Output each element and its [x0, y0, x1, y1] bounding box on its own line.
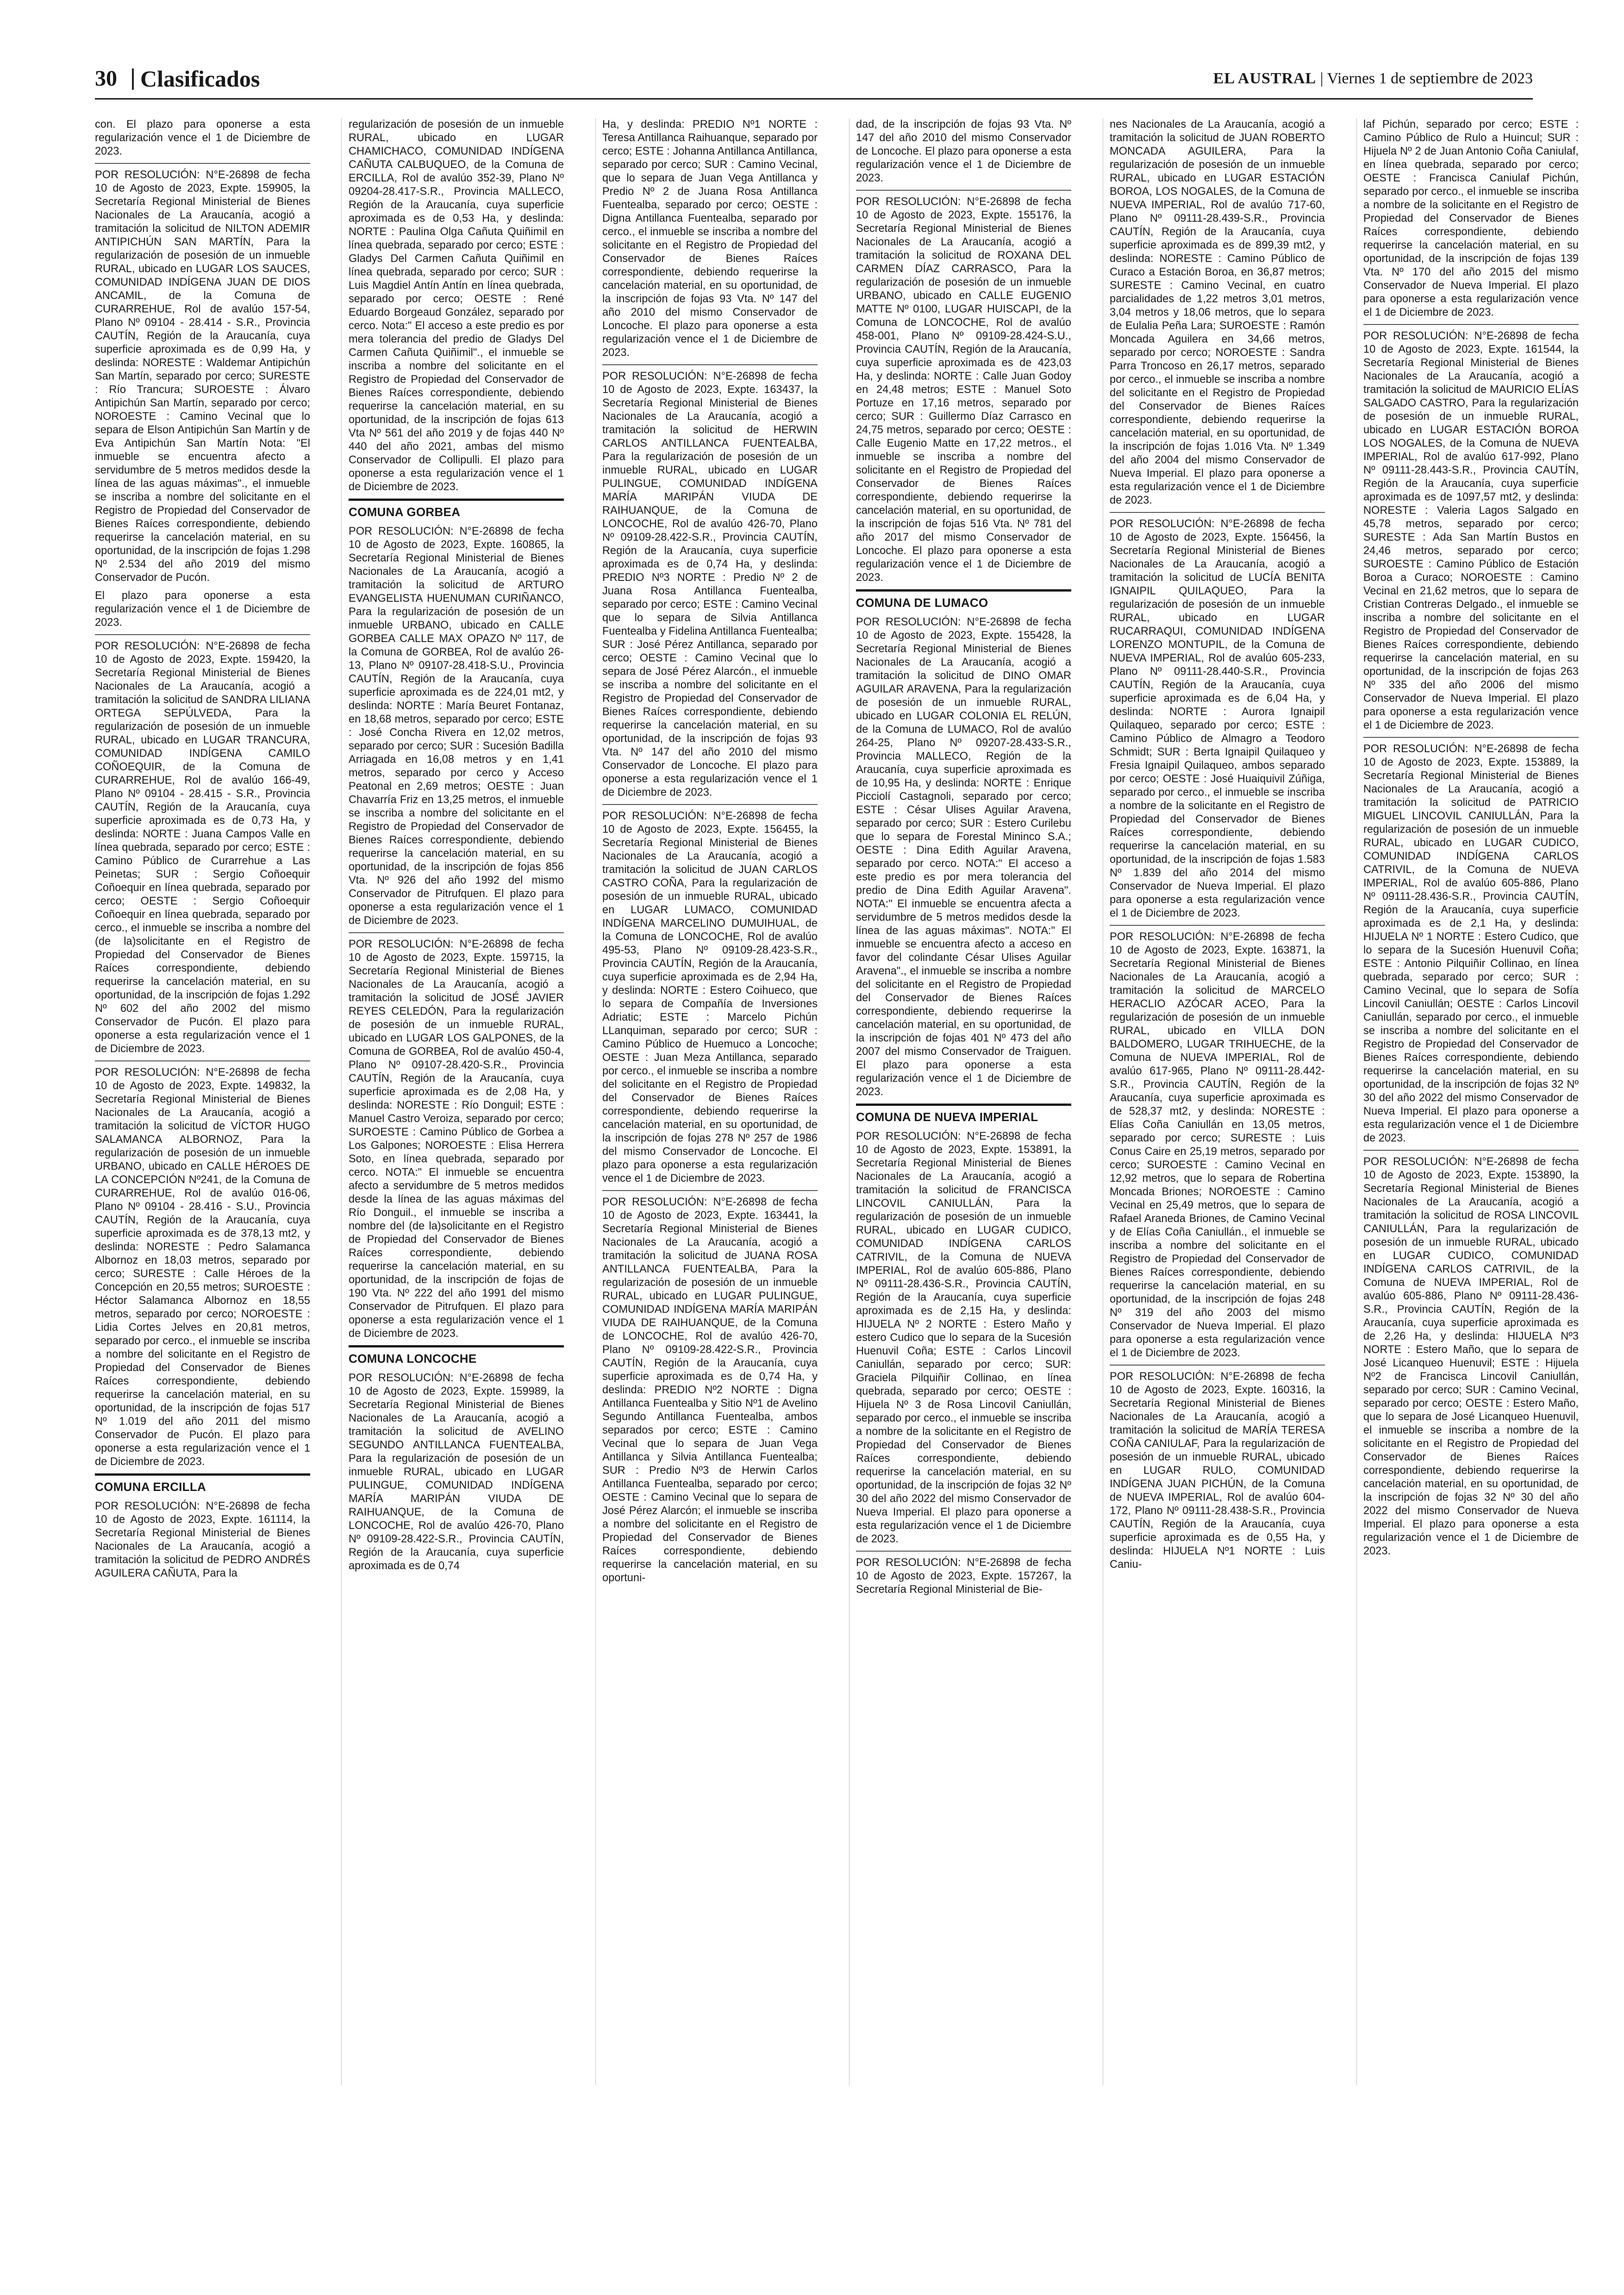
legal-notice: POR RESOLUCIÓN: N°E-26898 de fecha 10 de Agosto de 2023, Expte. 159715, la Secretaría Regional Ministerial de Bienes Nacionales de La Araucanía, acogió a tramitación la solicitud de JOSÉ JAVIER REYES CELEDÓN, Para la regularización de posesión de un inmueble RURAL, ubicado en LUGAR LOS GALPONES, de la Comuna de GORBEA, Rol de avalúo 450-4, Plano Nº 09107-28.420-S.R., Provincia CAUTÍN, Región de la Araucanía, cuya superficie aproximada es de 2,08 Ha, y deslinda: NORESTE : Río Donguil; ESTE : Manuel Castro Veroiza, separado por cerco; SUROESTE : Camino Público de Gorbea a Los Galpones; NOROESTE : Elisa Herrera Soto, en línea quebrada, separado por cerco. NOTA:" El inmueble se encuentra afecto a servidumbre de 5 metros medidos desde la línea de las aguas máximas del Río Donguil., el inmueble se inscriba a nombre del (de la)solicitante en el Registro de Propiedad del Conservador de Bienes Raíces correspondiente, debiendo requerirse la cancelación material, en su oportunidad, de la inscripción de fojas de 190 Vta. Nº 222 del año 1991 del mismo Conservador de Pitrufquen. El plazo para oponerse a esta regularización vence el 1 de Diciembre de 2023.: [349, 938, 564, 1340]
publication-line: EL AUSTRAL | Viernes 1 de septiembre de 2023: [1213, 70, 1533, 87]
comuna-heading: COMUNA DE LUMACO: [856, 589, 1071, 610]
legal-notice: POR RESOLUCIÓN: N°E-26898 de fecha 10 de Agosto de 2023, Expte. 161544, la Secretaría Regional Ministerial de Bienes Nacionales de La Araucanía, acogió a tramitación la solicitud de MAURICIO ELÍAS SALGADO CASTRO, Para la regularización de posesión de un inmueble RURAL, ubicado en LUGAR ESTACIÓN BOROA LOS NOGALES, de la Comuna de NUEVA IMPERIAL, Rol de avalúo 617-992, Plano Nº 09111-28.443-S.R., Provincia CAUTÍN, Región de la Araucanía, cuya superficie aproximada es de 1097,57 mt2, y deslinda: NORESTE : Valeria Lagos Salgado en 45,78 metros, separado por cerco; SURESTE : Ada San Martín Bustos en 24,46 metros, separado por cerco; SUROESTE : Camino Público de Estación Boroa a Curaco; NOROESTE : Camino Vecinal en 21,62 metros, que lo separa de Cristian Contreras Delgado., el inmueble se inscriba a nombre del solicitante en el Registro de Propiedad del Conservador de Bienes Raíces correspondiente, debiendo requerirse la cancelación material, en su oportunidad, de la inscripción de fojas 263 Nº 335 del año 2006 del mismo Conservador de Nueva Imperial. El plazo para oponerse a esta regularización vence el 1 de Diciembre de 2023.: [1363, 330, 1579, 731]
legal-notice: regularización de posesión de un inmueble RURAL, ubicado en LUGAR CHAMICHACO, COMUNIDAD INDÍGENA CAÑUTA CALBUQUEO, de la Comuna de ERCILLA, Rol de avalúo 352-39, Plano Nº 09204-28.417-S.R., Provincia MALLECO, Región de la Araucanía, cuya superficie aproximada es de 0,53 Ha, y deslinda: NORTE : Paulina Olga Cañuta Quiñimil en línea quebrada, separado por cerco; ESTE : Gladys Del Carmen Cañuta Quiñimil en línea quebrada, separado por cerco; SUR : Luis Magdiel Antín Antín en línea quebrada, separado por cerco; OESTE : René Eduardo Borgeaud González, separado por cerco. Nota:" El acceso a este predio es por mera tolerancia del predio de Gladys Del Carmen Cañuta Quiñimil"., el inmueble se inscriba a nombre del solicitante en el Registro de Propiedad del Conservador de Bienes Raíces correspondiente, debiendo requerirse la cancelación material, en su oportunidad, de la inscripción de fojas 613 Vta Nº 561 del año 2019 y de fojas 440 Nº 440 del año 2021, ambas del mismo Conservador de Collipulli. El plazo para oponerse a esta regularización vence el 1 de Diciembre de 2023.: [349, 118, 564, 493]
column-6: [1363, 118, 1579, 2085]
legal-notice: POR RESOLUCIÓN: N°E-26898 de fecha 10 de Agosto de 2023, Expte. 153890, la Secretaría Regional Ministerial de Bienes Nacionales de La Araucanía, acogió a tramitación la solicitud de ROSA LINCOVIL CANIULLÁN, Para la regularización de posesión de un inmueble RURAL, ubicado en LUGAR CUDICO, COMUNIDAD INDÍGENA CARLOS CATRIVIL, de la Comuna de NUEVA IMPERIAL, Rol de avalúo 605-886, Plano Nº 09111-28.436-S.R., Provincia CAUTÍN, Región de la Araucanía, cuya superficie aproximada es de 2,26 Ha, y deslinda: HIJUELA Nº3 NORTE : Estero Maño, que lo separa de José Licanqueo Huenuvil; ESTE : Hijuela Nº2 de Francisca Lincovil Caniullán, separado por cerco; SUR : Camino Vecinal, separado por cerco; OESTE : Estero Maño, que lo separa de José Licanqueo Huenuvil, el inmueble se inscriba a nombre de la solicitante en el Registro de Propiedad del Conservador de Bienes Raíces correspondiente, debiendo requerirse la cancelación material, en su oportunidad, de la inscripción de fojas 32 Nº 30 del año 2022 del mismo Conservador de Nueva Imperial. El plazo para oponerse a esta regularización vence el 1 de Diciembre de 2023.: [1363, 1156, 1579, 1557]
legal-notice: POR RESOLUCIÓN: N°E-26898 de fecha 10 de Agosto de 2023, Expte. 156455, la Secretaría Regional Ministerial de Bienes Nacionales de La Araucanía, acogió a tramitación la solicitud de JUAN CARLOS CASTRO COÑA, Para la regularización de posesión de un inmueble RURAL, ubicado en LUGAR LUMACO, COMUNIDAD INDÍGENA MARCELINO DUMUIHUAL, de la Comuna de LONCOCHE, Rol de avalúo 495-53, Plano Nº 09109-28.423-S.R., Provincia CAUTÍN, Región de la Araucanía, cuya superficie aproximada es de 2,94 Ha, y deslinda: NORTE : Estero Coihueco, que lo separa de Compañía de Inversiones Adriatic; ESTE : Marcelo Pichún LLanquiman, separado por cerco; SUR : Camino Público de Huemuco a Loncoche; OESTE : Juan Meza Antillanca, separado por cerco., el inmueble se inscriba a nombre del solicitante en el Registro de Propiedad del Conservador de Bienes Raíces correspondiente, debiendo requerirse la cancelación material, en su oportunidad, de la inscripción de fojas 278 Nº 257 de 1986 del mismo Conservador de Loncoche. El plazo para oponerse a esta regularización vence el 1 de Diciembre de 2023.: [602, 810, 818, 1185]
classifieds-columns: [95, 118, 1579, 2085]
legal-notice: POR RESOLUCIÓN: N°E-26898 de fecha 10 de Agosto de 2023, Expte. 161114, la Secretaría Regional Ministerial de Bienes Nacionales de La Araucanía, acogió a tramitación la solicitud de PEDRO ANDRÉS AGUILERA CAÑUTA, Para la: [95, 1500, 310, 1579]
column-divider: [595, 118, 596, 2085]
header-rule: [95, 98, 1533, 100]
issue-date: Viernes 1 de septiembre de 2023: [1327, 70, 1533, 87]
comuna-heading: COMUNA DE NUEVA IMPERIAL: [856, 1104, 1071, 1124]
legal-notice: POR RESOLUCIÓN: N°E-26898 de fecha 10 de Agosto de 2023, Expte. 159989, la Secretaría Regional Ministerial de Bienes Nacionales de La Araucanía, acogió a tramitación la solicitud de AVELINO SEGUNDO ANTILLANCA FUENTEALBA, Para la regularización de posesión de un inmueble RURAL, ubicado en LUGAR PULINGUE, COMUNIDAD INDÍGENA MARÍA MARIPÁN VIUDA DE RAIHUANQUE, de la Comuna de LONCOCHE, Rol de avalúo 426-70, Plano Nº 09109-28.422-S.R., Provincia CAUTÍN, Región de la Araucanía, cuya superficie aproximada es de 0,74: [349, 1372, 564, 1572]
comuna-heading: COMUNA ERCILLA: [95, 1473, 310, 1494]
legal-notice: POR RESOLUCIÓN: N°E-26898 de fecha 10 de Agosto de 2023, Expte. 156456, la Secretaría Regional Ministerial de Bienes Nacionales de La Araucanía, acogió a tramitación la solicitud de LUCÍA BENITA IGNAIPIL QUILAQUEO, Para la regularización de posesión de un inmueble RURAL, ubicado en LUGAR RUCARRAQUI, COMUNIDAD INDÍGENA LORENZO MONTUPIL, de la Comuna de NUEVA IMPERIAL, Rol de avalúo 605-233, Plano Nº 09111-28.440-S.R., Provincia CAUTÍN, Región de la Araucanía, cuya superficie aproximada es de 6,04 Ha, y deslinda: NORTE : Aurora Ignaipil Quilaqueo, separado por cerco; ESTE : Camino Público de Almagro a Teodoro Schmidt; SUR : Berta Ignaipil Quilaqueo y Fresia Ignaipil Quilaqueo, ambos separado por cerco; OESTE : José Huaiquivil Zúñiga, separado por cerco., el inmueble se inscriba a nombre de la solicitante en el Registro de Propiedad del Conservador de Bienes Raíces correspondiente, debiendo requerirse la cancelación material, en su oportunidad, de la inscripción de fojas 1.583 Nº 1.839 del año 2014 del mismo Conservador de Nueva Imperial. El plazo para oponerse a esta regularización vence el 1 de Diciembre de 2023.: [1110, 518, 1325, 919]
legal-notice: dad, de la inscripción de fojas 93 Vta. Nº 147 del año 2010 del mismo Conservador de Loncoche. El plazo para oponerse a esta regularización vence el 1 de Diciembre de 2023.: [856, 118, 1071, 184]
notice-separator: [95, 634, 310, 635]
legal-notice: Ha, y deslinda: PREDIO Nº1 NORTE : Teresa Antillanca Raihuanque, separado por cerco; ESTE : Johanna Antillanca Antillanca, separado por cerco; SUR : Camino Vecinal, que lo separa de Juan Vega Antillanca y Predio Nº 2 de Juana Rosa Antillanca Fuentealba, separado por cerco; OESTE : Digna Antillanca Fuentealba, separado por cerco., el inmueble se inscriba a nombre del solicitante en el Registro de Propiedad del Conservador de Bienes Raíces correspondiente, debiendo requerirse la cancelación material, en su oportunidad, de la inscripción de fojas 93 Vta. Nº 147 del año 2010 del mismo Conservador de Loncoche. El plazo para oponerse a esta regularización vence el 1 de Diciembre de 2023.: [602, 118, 818, 359]
header-divider: [132, 69, 134, 90]
legal-notice: POR RESOLUCIÓN: N°E-26898 de fecha 10 de Agosto de 2023, Expte. 163871, la Secretaría Regional Ministerial de Bienes Nacionales de La Araucanía, acogió a tramitación la solicitud de MARCELO HERACLIO AZÓCAR ACEO, Para la regularización de posesión de un inmueble RURAL, ubicado en VILLA DON BALDOMERO, LUGAR TRIHUECHE, de la Comuna de NUEVA IMPERIAL, Rol de avalúo 617-965, Plano Nº 09111-28.442-S.R., Provincia CAUTÍN, Región de la Araucanía, cuya superficie aproximada es de 528,37 mt2, y deslinda: NORESTE : Elías Coña Caniullán en 13,05 metros, separado por cerco; SURESTE : Luis Conus Caire en 25,19 metros, separado por cerco; SUROESTE : Camino Vecinal en 12,92 metros, que lo separa de Robertina Moncada Briones; NOROESTE : Camino Vecinal en 25,49 metros, que lo separa de Rafael Araneda Briones, de Camino Vecinal y de Elías Coña Caniullán., el inmueble se inscriba a nombre del solicitante en el Registro de Propiedad del Conservador de Bienes Raíces correspondiente, debiendo requerirse la cancelación material, en su oportunidad, de la inscripción de fojas 248 Nº 319 del año 2003 del mismo Conservador de Nueva Imperial. El plazo para oponerse a esta regularización vence el 1 de Diciembre de 2023.: [1110, 931, 1325, 1359]
page-header: [95, 65, 1533, 93]
column-3: [602, 118, 818, 2085]
notice-separator: [95, 163, 310, 164]
legal-notice: POR RESOLUCIÓN: N°E-26898 de fecha 10 de Agosto de 2023, Expte. 153891, la Secretaría Regional Ministerial de Bienes Nacionales de La Araucanía, acogió a tramitación la solicitud de FRANCISCA LINCOVIL CANIULLÁN, Para la regularización de posesión de un inmueble RURAL, ubicado en LUGAR CUDICO, COMUNIDAD INDÍGENA CARLOS CATRIVIL, de la Comuna de NUEVA IMPERIAL, Rol de avalúo 605-886, Plano Nº 09111-28.436-S.R., Provincia CAUTÍN, Región de la Araucanía, cuya superficie aproximada es de 2,15 Ha, y deslinda: HIJUELA Nº 2 NORTE : Estero Maño y estero Cudico que lo separa de la Sucesión Huenuvil Coña; ESTE : Carlos Lincovil Caniullán, separado por cerco; SUR: Graciela Pilquiñir Collinao, en línea quebrada, separado por cerco; OESTE : Hijuela Nº 3 de Rosa Lincovil Caniullán, separado por cerco., el inmueble se inscriba a nombre de la solicitante en el Registro de Propiedad del Conservador de Bienes Raíces correspondiente, debiendo requerirse la cancelación material, en su oportunidad, de la inscripción de fojas 32 Nº 30 del año 2022 del mismo Conservador de Nueva Imperial. El plazo para oponerse a esta regularización vence el 1 de Diciembre de 2023.: [856, 1130, 1071, 1545]
column-divider: [1356, 118, 1357, 2085]
notice-separator: [602, 804, 818, 805]
notice-separator: [602, 364, 818, 365]
section-title: Clasificados: [140, 66, 260, 92]
comuna-heading: COMUNA LONCOCHE: [349, 1345, 564, 1366]
notice-separator: [1363, 1150, 1579, 1151]
legal-notice: POR RESOLUCIÓN: N°E-26898 de fecha 10 de Agosto de 2023, Expte. 153889, la Secretaría Regional Ministerial de Bienes Nacionales de La Araucanía, acogió a tramitación la solicitud de PATRICIO MIGUEL LINCOVIL CANIULLÁN, Para la regularización de posesión de un inmueble RURAL, ubicado en LUGAR CUDICO, COMUNIDAD INDÍGENA CARLOS CATRIVIL, de la Comuna de NUEVA IMPERIAL, Rol de avalúo 605-886, Plano Nº 09111-28.436-S.R., Provincia CAUTÍN, Región de la Araucanía, cuya superficie aproximada es de 2,1 Ha, y deslinda: HIJUELA Nº 1 NORTE : Estero Cudico, que lo separa de la Sucesión Huenuvil Coña; ESTE : Antonio Pilquiñir Collinao, en línea quebrada, separado por cerco; SUR : Camino Vecinal, que lo separa de Sofía Lincovil Caniullán; OESTE : Carlos Lincovil Caniullán, separado por cerco., el inmueble se inscriba a nombre del solicitante en el Registro de Propiedad del Conservador de Bienes Raíces correspondiente, debiendo requerirse la cancelación material, en su oportunidad, de la inscripción de fojas 32 Nº 30 del año 2022 del mismo Conservador de Nueva Imperial. El plazo para oponerse a esta regularización vence el 1 de Diciembre de 2023.: [1363, 743, 1579, 1144]
notice-separator: [95, 1060, 310, 1061]
legal-notice: POR RESOLUCIÓN: N°E-26898 de fecha 10 de Agosto de 2023, Expte. 159905, la Secretaría Regional Ministerial de Bienes Nacionales de La Araucanía, acogió a tramitación la solicitud de NILTON ADEMIR ANTIPICHÚN SAN MARTÍN, Para la regularización de posesión de un inmueble RURAL, ubicado en LUGAR LOS SAUCES, COMUNIDAD INDÍGENA JUAN DE DIOS ANCAMIL, de la Comuna de CURARREHUE, Rol de avalúo 157-54, Plano Nº 09104 - 28.414 - S.R., Provincia CAUTÍN, Región de la Araucanía, cuya superficie aproximada es de 0,99 Ha, y deslinda: NORESTE : Waldemar Antipichún San Martín, separado por cerco; SURESTE : Río Trancura; SUROESTE : Álvaro Antipichún San Martín, separado por cerco; NOROESTE : Camino Vecinal que lo separa de Elson Antipichún San Martín y de Eva Antipichún San Martín Nota: "El inmueble se encuentra afecto a servidumbre de 5 metros medidos desde la línea de las aguas máximas"., el inmueble se inscriba a nombre del solicitante en el Registro de Propiedad del Conservador de Bienes Raíces correspondiente, debiendo requerirse la cancelación material, en su oportunidad, de la inscripción de fojas 1.298 Nº 2.534 del año 2019 del mismo Conservador de Pucón.: [95, 169, 310, 584]
notice-separator: [1363, 737, 1579, 738]
legal-notice: POR RESOLUCIÓN: N°E-26898 de fecha 10 de Agosto de 2023, Expte. 157267, la Secretaría Regional Ministerial de Bie-: [856, 1557, 1071, 1596]
legal-notice: POR RESOLUCIÓN: N°E-26898 de fecha 10 de Agosto de 2023, Expte. 155176, la Secretaría Regional Ministerial de Bienes Nacionales de La Araucanía, acogió a tramitación la solicitud de ROXANA DEL CARMEN DÍAZ CARRASCO, Para la regularización de posesión de un inmueble URBANO, ubicado en CALLE EUGENIO MATTE Nº 0100, LUGAR HUISCAPI, de la Comuna de LONCOCHE, Rol de avalúo 458-001, Plano Nº 09109-28.424-S.U., Provincia CAUTÍN, Región de la Araucanía, cuya superficie aproximada es de 423,03 Ha, y deslinda: NORTE : Calle Juan Godoy en 24,48 metros; ESTE : Manuel Soto Portuze en 17,16 metros, separado por cerco; SUR : Guillermo Díaz Carrasco en 24,75 metros, separado por cerco; OESTE : Calle Eugenio Matte en 17,22 metros., el inmueble se inscriba a nombre del solicitante en el Registro de Propiedad del Conservador de Bienes Raíces correspondiente, debiendo requerirse la cancelación material, en su oportunidad, de la inscripción de fojas 516 Vta. Nº 781 del año 2017 del mismo Conservador de Loncoche. El plazo para oponerse a esta regularización vence el 1 de Diciembre de 2023.: [856, 196, 1071, 584]
notice-separator: [1110, 512, 1325, 513]
column-divider: [341, 118, 342, 2085]
column-4: [856, 118, 1071, 2085]
legal-notice: POR RESOLUCIÓN: N°E-26898 de fecha 10 de Agosto de 2023, Expte. 160865, la Secretaría Regional Ministerial de Bienes Nacionales de La Araucanía, acogió a tramitación la solicitud de ARTURO EVANGELISTA HUENUMAN CURIÑANCO, Para la regularización de posesión de un inmueble URBANO, ubicado en CALLE GORBEA CALLE MAX OPAZO Nº 117, de la Comuna de GORBEA, Rol de avalúo 26-13, Plano Nº 09107-28.418-S.U., Provincia CAUTÍN, Región de la Araucanía, cuya superficie aproximada es de 224,01 mt2, y deslinda: NORTE : María Beuret Fontanaz, en 18,68 metros, separado por cerco; ESTE : José Concha Rivera en 12,02 metros, separado por cerco; SUR : Sucesión Badilla Arriagada en 16,08 metros y en 1,41 metros, separado por cerco y Acceso Peatonal en 2,69 metros; OESTE : Juan Chavarría Friz en 13,25 metros, el inmueble se inscriba a nombre del solicitante en el Registro de Propiedad del Conservador de Bienes Raíces correspondiente, debiendo requerirse la cancelación material, en su oportunidad, de la inscripción de fojas 856 Vta. Nº 926 del año 1992 del mismo Conservador de Pitrufquen. El plazo para oponerse a esta regularización vence el 1 de Diciembre de 2023.: [349, 525, 564, 927]
notice-separator: [856, 190, 1071, 191]
legal-notice: con. El plazo para oponerse a esta regularización vence el 1 de Diciembre de 2023.: [95, 118, 310, 157]
notice-separator: [1110, 925, 1325, 926]
legal-notice: POR RESOLUCIÓN: N°E-26898 de fecha 10 de Agosto de 2023, Expte. 163437, la Secretaría Regional Ministerial de Bienes Nacionales de La Araucanía, acogió a tramitación la solicitud de HERWIN CARLOS ANTILLANCA FUENTEALBA, Para la regularización de posesión de un inmueble RURAL, ubicado en LUGAR PULINGUE, COMUNIDAD INDÍGENA MARÍA MARIPÁN VIUDA DE RAIHUANQUE, de la Comuna de LONCOCHE, Rol de avalúo 426-70, Plano Nº 09109-28.422-S.R., Provincia CAUTÍN, Región de la Araucanía, cuya superficie aproximada es de 0,74 Ha, y deslinda: PREDIO Nº3 NORTE : Predio Nº 2 de Juana Rosa Antillanca Fuentealba, separado por cerco; ESTE : Camino Vecinal que lo separa de Silvia Antillanca Fuentealba y Fidelina Antillanca Fuentealba; SUR : José Pérez Antillanca, separado por cerco; OESTE : Camino Vecinal que lo separa de José Pérez Alarcón., el inmueble se inscriba a nombre del solicitante en el Registro de Propiedad del Conservador de Bienes Raíces correspondiente, debiendo requerirse la cancelación material, en su oportunidad, de la inscripción de fojas 93 Vta. Nº 147 del año 2010 del mismo Conservador de Loncoche. El plazo para oponerse a esta regularización vence el 1 de Diciembre de 2023.: [602, 370, 818, 798]
legal-notice: POR RESOLUCIÓN: N°E-26898 de fecha 10 de Agosto de 2023, Expte. 155428, la Secretaría Regional Ministerial de Bienes Nacionales de La Araucanía, acogió a tramitación la solicitud de DINO OMAR AGUILAR ARAVENA, Para la regularización de posesión de un inmueble RURAL, ubicado en LUGAR COLONIA EL RELÚN, de la Comuna de LUMACO, Rol de avalúo 264-25, Plano Nº 09207-28.433-S.R., Provincia MALLECO, Región de la Araucanía, cuya superficie aproximada es de 10,95 Ha, y deslinda: NORTE : Enrique Picciolí Castagnoli, separado por cerco; ESTE : César Ulises Aguilar Aravena, separado por cerco; SUR : Estero Curilebu que lo separa de Forestal Mininco S.A.; OESTE : Dina Edith Aguilar Aravena, separado por cerco. NOTA:" El acceso a este predio es por mera tolerancia del predio de Dina Edith Aguilar Aravena". NOTA:" El inmueble se encuentra afecta a servidumbre de 5 metros medidos desde la línea de las aguas máximas". NOTA:" El inmueble se encuentra afecto a acceso en favor del colindante César Ulises Aguilar Aravena"., el inmueble se inscriba a nombre del solicitante en el Registro de Propiedad del Conservador de Bienes Raíces correspondiente, debiendo requerirse la cancelación material, en su oportunidad, de la inscripción de fojas 401 Nº 473 del año 2007 del mismo Conservador de Traiguen. El plazo para oponerse a esta regularización vence el 1 de Diciembre de 2023.: [856, 616, 1071, 1098]
notice-separator: [349, 932, 564, 933]
notice-separator: [602, 1190, 818, 1191]
legal-notice: nes Nacionales de La Araucanía, acogió a tramitación la solicitud de JUAN ROBERTO MONCADA AGUILERA, Para la regularización de posesión de un inmueble RURAL, ubicado en LUGAR ESTACIÓN BOROA, LOS NOGALES, de la Comuna de NUEVA IMPERIAL, Rol de avalúo 717-60, Plano Nº 09111-28.439-S.R., Provincia CAUTÍN, Región de la Araucanía, cuya superficie aproximada es de 899,39 mt2, y deslinda: NORESTE : Camino Público de Curaco a Estación Boroa, en 36,87 metros; SURESTE : Camino Vecinal, en cuatro parcialidades de 1,22 metros 3,01 metros, 3,04 metros y 18,06 metros, que lo separa de Eulalia Peña Lara; SUROESTE : Ramón Moncada Aguilera en 34,66 metros, separado por cerco; NOROESTE : Sandra Parra Troncoso en 26,17 metros, separado por cerco., el inmueble se inscriba a nombre del solicitante en el Registro de Propiedad del Conservador de Bienes Raíces correspondiente, debiendo requerirse la cancelación material, en su oportunidad, de la inscripción de fojas 1.016 Vta. Nº 1.349 del año 2004 del mismo Conservador de Nueva Imperial. El plazo para oponerse a esta regularización vence el 1 de Diciembre de 2023.: [1110, 118, 1325, 506]
comuna-heading: COMUNA GORBEA: [349, 499, 564, 519]
legal-notice: laf Pichún, separado por cerco; ESTE : Camino Público de Rulo a Huincul; SUR : Hijuela Nº 2 de Juan Antonio Coña Caniulaf, en línea quebrada, separado por cerco; OESTE : Francisca Caniulaf Pichún, separado por cerco., el inmueble se inscriba a nombre de la solicitante en el Registro de Propiedad del Conservador de Bienes Raíces correspondiente, debiendo requerirse la cancelación material, en su oportunidad, de la inscripción de fojas 139 Vta. Nº 170 del año 2015 del mismo Conservador de Nueva Imperial. El plazo para oponerse a esta regularización vence el 1 de Diciembre de 2023.: [1363, 118, 1579, 318]
legal-notice: POR RESOLUCIÓN: N°E-26898 de fecha 10 de Agosto de 2023, Expte. 163441, la Secretaría Regional Ministerial de Bienes Nacionales de La Araucanía, acogió a tramitación la solicitud de JUANA ROSA ANTILLANCA FUENTEALBA, Para la regularización de posesión de un inmueble RURAL, ubicado en LUGAR PULINGUE, COMUNIDAD INDÍGENA MARÍA MARIPÁN VIUDA DE RAIHUANQUE, de la Comuna de LONCOCHE, Rol de avalúo 426-70, Plano Nº 09109-28.422-S.R., Provincia CAUTÍN, Región de la Araucanía, cuya superficie aproximada es de 0,74 Ha, y deslinda: PREDIO Nº2 NORTE : Digna Antillanca Fuentealba y Sitio Nº1 de Avelino Segundo Antillanca Fuentealba, ambos separados por cerco; ESTE : Camino Vecinal que lo separa de Juan Vega Antillanca y Silvia Antillanca Fuentealba; SUR : Predio Nº3 de Herwin Carlos Antillanca Fuentealba, separado por cerco; OESTE : Camino Vecinal que lo separa de José Pérez Alarcón; el inmueble se inscriba a nombre del solicitante en el Registro de Propiedad del Conservador de Bienes Raíces correspondiente, debiendo requerirse la cancelación material, en su oportuni-: [602, 1196, 818, 1584]
publication-name: EL AUSTRAL: [1213, 70, 1317, 87]
column-2: [349, 118, 564, 2085]
notice-separator: [1110, 1365, 1325, 1366]
legal-notice: POR RESOLUCIÓN: N°E-26898 de fecha 10 de Agosto de 2023, Expte. 149832, la Secretaría Regional Ministerial de Bienes Nacionales de La Araucanía, acogió a tramitación la solicitud de VÍCTOR HUGO SALAMANCA ALBORNOZ, Para la regularización de posesión de un inmueble URBANO, ubicado en CALLE HÉROES DE LA CONCEPCIÓN Nº241, de la Comuna de CURARREHUE, Rol de avalúo 016-06, Plano Nº 09104 - 28.416 - S.U., Provincia CAUTÍN, Región de la Araucanía, cuya superficie aproximada es de 378,13 mt2, y deslinda: NORESTE : Pedro Salamanca Albornoz en 18,03 metros, separado por cerco; SURESTE : Calle Héroes de la Concepción en 20,55 metros; SUROESTE : Héctor Salamanca Albornoz en 18,55 metros, separado por cerco; NOROESTE : Lidia Cortes Jelves en 20,81 metros, separado por cerco., el inmueble se inscriba a nombre del solicitante en el Registro de Propiedad del Conservador de Bienes Raíces correspondiente, debiendo requerirse la cancelación material, en su oportunidad, de la inscripción de fojas 517 Nº 1.019 del año 2011 del mismo Conservador de Pucón. El plazo para oponerse a esta regularización vence el 1 de Diciembre de 2023.: [95, 1066, 310, 1468]
page-number: 30: [95, 66, 117, 91]
legal-notice: POR RESOLUCIÓN: N°E-26898 de fecha 10 de Agosto de 2023, Expte. 160316, la Secretaría Regional Ministerial de Bienes Nacionales de La Araucanía, acogió a tramitación la solicitud de MARÍA TERESA COÑA CANIULAF, Para la regularización de posesión de un inmueble RURAL, ubicado en LUGAR RULO, COMUNIDAD INDÍGENA JUAN PICHÚN, de la Comuna de NUEVA IMPERIAL, Rol de avalúo 604-172, Plano Nº 09111-28.438-S.R., Provincia CAUTÍN, Región de la Araucanía, cuya superficie aproximada es de 0,55 Ha, y deslinda: HIJUELA Nº1 NORTE : Luis Caniu-: [1110, 1371, 1325, 1571]
notice-separator: [856, 1551, 1071, 1552]
notice-separator: [1363, 324, 1579, 325]
legal-notice: El plazo para oponerse a esta regularización vence el 1 de Diciembre de 2023.: [95, 590, 310, 629]
legal-notice: POR RESOLUCIÓN: N°E-26898 de fecha 10 de Agosto de 2023, Expte. 159420, la Secretaría Regional Ministerial de Bienes Nacionales de La Araucanía, acogió a tramitación la solicitud de SANDRA LILIANA ORTEGA SEPÚLVEDA, Para la regularización de posesión de un inmueble RURAL, ubicado en LUGAR TRANCURA, COMUNIDAD INDÍGENA CAMILO COÑOEQUIR, de la Comuna de CURARREHUE, Rol de avalúo 166-49, Plano Nº 09104 - 28.415 - S.R., Provincia CAUTÍN, Región de la Araucanía, cuya superficie aproximada es de 0,73 Ha, y deslinda: NORTE : Juana Campos Valle en línea quebrada, separado por cerco; ESTE : Camino Público de Curarrehue a Las Peinetas; SUR : Sergio Coñoequir Coñoequir en línea quebrada, separado por cerco; OESTE : Sergio Coñoequir Coñoequir en línea quebrada, separado por cerco., el inmueble se inscriba a nombre del (de la)solicitante en el Registro de Propiedad del Conservador de Bienes Raíces correspondiente, debiendo requerirse la cancelación material, en su oportunidad, de la inscripción de fojas 1.292 Nº 602 del año 2002 del mismo Conservador de Pucón. El plazo para oponerse a esta regularización vence el 1 de Diciembre de 2023.: [95, 640, 310, 1055]
column-1: [95, 118, 310, 2085]
column-5: [1110, 118, 1325, 2085]
